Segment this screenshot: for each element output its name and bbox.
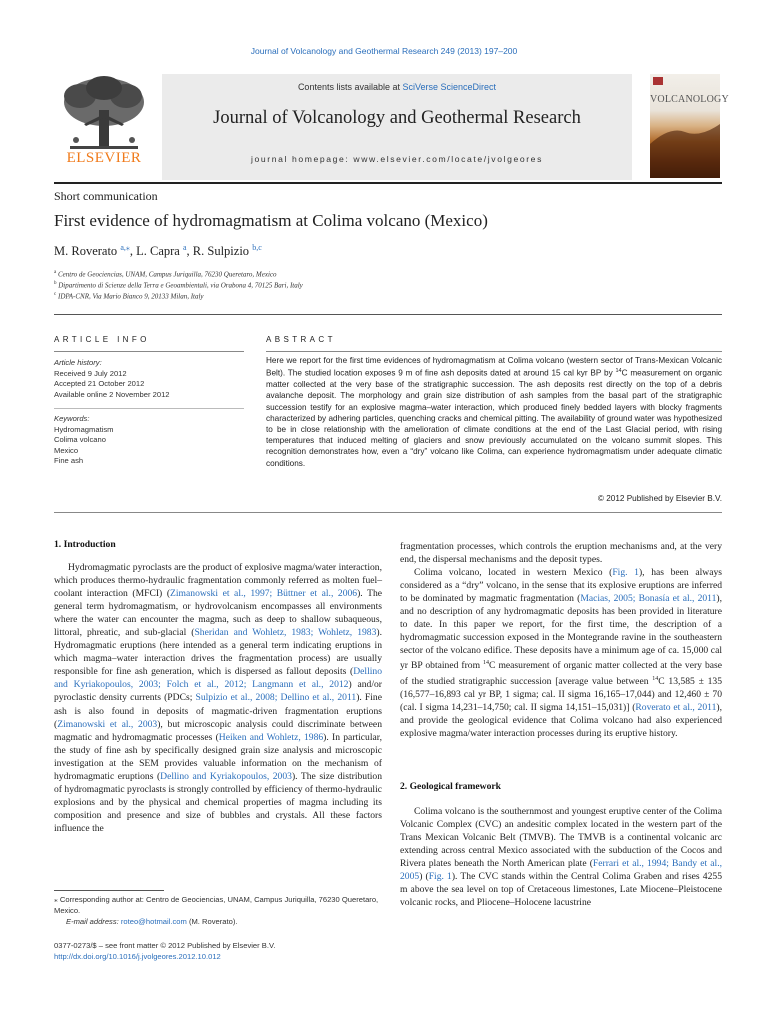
elsevier-wordmark: ELSEVIER [66,150,142,166]
text-run: ) ( [419,871,429,883]
email-owner: (M. Roverato). [186,917,238,926]
author-name: R. Sulpizio [192,244,250,259]
email-link[interactable]: roteo@hotmail.com [120,917,187,926]
citation-link[interactable]: Sheridan and Wohletz, 1983; Wohletz, 1983 [194,627,377,639]
introduction-text [54,561,382,835]
keyword: Colima volcano [54,435,106,444]
keywords-rule [54,408,244,409]
citation-link[interactable]: Ferrari et al., 1994; Bandy et al., 2005 [400,858,722,883]
article-type: Short communication [54,189,158,203]
footnote-rule [54,890,164,891]
author-affiliation-link[interactable]: a [182,243,187,252]
citation-link[interactable]: Dellino and Kyriakopoulos, 2003; Folch et al., 2012; Langmann et al., 2012 [54,666,382,691]
text-run: Hydromagmatic pyroclasts are the product of explosive magma/water interaction, which produces thermo-hydraulic fragmentation commonly referred as molten fuel–coolant interaction (MFCI) ( [54,562,382,600]
history-received: Received 9 July 2012 [54,368,127,378]
journal-homepage-link[interactable]: journal homepage: www.elsevier.com/locate/jvolgeores [251,154,543,164]
contents-prefix: Contents lists available at [297,82,403,92]
keyword: Fine ash [54,456,84,465]
abstract-part: C measurement on organic matter collected at the very base of the stratigraphic succession. The ash deposits rest directly on the top of a debris avalanche deposit. The morphology and grain size distribution of ash samples from the basal part of the stratigraphic succession testify for an explosive magma–water interaction, which produced finely bedded layers with blocky fragments characterized by adhering particles, quenching cracks and chemical pitting. The availability of ground water was hypothesized to be in close relationship with the amelioration of climate conditions at the end of the Last Glacial period, with rising temperatures that induced melting of glaciers and snow previously accumulated on the volcano summit slopes. This recognition demonstrates how, even a “dry” volcano like Colima, can experience hydromagmatism under adequate climatic conditions. [266,368,722,468]
author-affiliation-link[interactable]: a,⁎ [120,243,130,252]
section-heading: 2. Geological framework [400,781,501,792]
text-run: Colima volcano, located in western Mexico ( [414,567,613,579]
right-column-text [400,540,722,740]
abstract-bottom-rule [54,512,722,513]
issn-block [54,940,414,962]
abstract-part: Here we report for the first time evidences of hydromagmatism at Colima volcano (western sector of Trans-Mexican Volcanic Belt). The studied location exposes 9 m of fine ash deposits dated at around 15 cal kyr BP by [266,356,722,378]
author-name: L. Capra [136,244,180,259]
doi-link[interactable]: http://dx.doi.org/10.1016/j.jvolgeores.2012.10.012 [54,952,221,961]
geological-framework-text [400,805,722,909]
article-info-rule [54,351,244,352]
text-run: ). Hydromagmatic eruptions (here intended as a general term indicating eruptions in which magma–water interaction drives the fragmentation process) are usually responsible for fine ash generation, which is dispersed as fallout deposits ( [54,627,382,678]
history-accepted: Accepted 21 October 2012 [54,379,145,388]
section-rule [54,314,722,315]
affiliation [54,292,204,300]
author-name: M. Roverato [54,244,118,259]
text-run: fragmentation processes, which controls the eruption mechanisms and, at the very end, the dispersal mechanisms and the deposit types. [400,541,722,566]
text-run: ), but microscopic analysis could discriminate between magmatic and hydromagmatic processes ( [54,718,382,743]
text-run: C 13,585 ± 135 (16,577–16,893 cal yr BP, 1 sigma; cal. II sigma 16,165–17,044) and 12,460 ± 70 (cal. I sigma 14,231–14,750; cal. II sigma 14,151–15,031)] ( [400,675,722,713]
isotope-superscript: 14 [615,368,622,375]
text-run: ) and/or pyroclastic density currents (PDCs; [54,679,382,704]
abstract-text [266,355,722,469]
citation-link[interactable]: Zimanowski et al., 2003 [57,718,158,730]
author-affiliation-link[interactable]: b,c [252,243,262,252]
article-title: First evidence of hydromagmatism at Colima volcano (Mexico) [54,211,488,230]
affiliation-mark: a [54,270,57,275]
citation-link[interactable]: Zimanowski et al., 1997; Büttner et al., 2006 [170,588,358,600]
affiliation [54,281,303,289]
figure-link[interactable]: Fig. 1 [428,871,452,883]
citation-link[interactable]: Heiken and Wohletz, 1986 [218,731,324,743]
contents-line [162,82,632,92]
text-run: ). The general term hydromagmatism, or hydrovolcanism encompasses all environments where the water can encounter the magma, such as deep to shallow subaqueous, littoral, phreatic, and sub-glacial ( [54,588,383,639]
abstract-heading: ABSTRACT [266,335,336,344]
journal-title: Journal of Volcanology and Geothermal Research [213,108,581,128]
article-info-heading: ARTICLE INFO [54,335,150,344]
text-run: ). In particular, the study of fine ash by specifically designed grain size analysis and microscopic investigation at the SEM provides valuable information on the mechanism of hydromagmatic eruptions ( [54,731,382,782]
isotope-superscript: 14 [652,675,659,682]
affiliation-text: IDPA-CNR, Via Mario Bianco 9, 20133 Milan, Italy [57,292,204,301]
text-run: ). The CVC stands within the Central Colima Graben and rises 4255 m above the sea level on top of Cretaceous limestones, Late Miocene–Pleistocene volcanic rocks, and Pliocene–Holocene lacustrine [400,871,722,909]
issn-line: 0377-0273/$ – see front matter © 2012 Published by Elsevier B.V. [54,941,276,950]
keywords-label: Keywords: [54,414,90,423]
header-rule [54,182,722,184]
citation-link[interactable]: Sulpizio et al., 2008; Dellino et al., 2011 [195,692,357,704]
keyword: Mexico [54,445,79,455]
author-list: M. Roverato $^{a,⁎}$, L. Capra $^a$, R. Sulpizio $^{b,c}$ [54,243,262,259]
keyword: Hydromagmatism [54,424,114,434]
abstract-rule [266,351,722,352]
affiliation-mark: c [54,292,57,297]
footnote-text: ⁎ Corresponding author at: Centro de Geociencias, UNAM, Campus Juriquilla, 76230 Queretaro, Mexico. [54,895,379,915]
history-label: Article history: [54,358,102,367]
figure-link[interactable]: Fig. 1 [612,567,639,579]
affiliation-text: Dipartimento di Scienze della Terra e Geoambientali, via Orabona 4, 70125 Bari, Italy [58,281,303,290]
affiliation [54,270,277,278]
history-online: Available online 2 November 2012 [54,389,170,399]
sciencedirect-link[interactable]: SciVerse ScienceDirect [402,82,497,92]
journal-cover-image [650,74,729,178]
citation-link[interactable]: Dellino and Kyriakopoulos, 2003 [160,770,292,782]
text-run: ), and no description of any hydromagmatic deposits has been provided in literature to date. In this paper we report, for the first time, the description of a hydromagmatic succession exposed in the Montegrande ravine in the southeastern sector of the volcano edifice. These deposits have a minimum age of ca. 15,000 cal yr BP obtained from [400,593,722,672]
affiliation-mark: b [54,281,57,286]
text-run: ). The size distribution of hydromagmatic pyroclasts is strongly controlled by efficiency of thermo-hydraulic explosions and by the physical and chemical properties of magma including its composition and presence and size of bubbles and crystals. All these factors influence the [54,770,383,834]
text-run: ). Fine ash is also found in deposits of magmatic-driven fragmentation eruptions ( [54,692,382,730]
text-run: Colima volcano is the southernmost and youngest eruptive center of the Colima Volcanic Complex (CVC) an andesitic complex located in the western part of the Trans Mexican Volcanic Belt (TMVB). The TMVB is a continental volcanic arc extending across central Mexico associated with the subduction of the Cocos and Rivera plates beneath the North American plate ( [400,806,722,870]
keywords [54,414,244,467]
citation-link[interactable]: Roverato et al., 2011 [635,701,717,713]
cover-title-text: VOLCANOLOGY [650,94,729,105]
email-label: E-mail address: [66,917,121,926]
journal-reference[interactable]: Journal of Volcanology and Geothermal Research 249 (2013) 197–200 [250,46,518,56]
article-history [54,358,244,400]
isotope-superscript: 14 [483,660,490,667]
text-run: ), has been always considered as a “dry” volcano, in the sense that its explosive eruptions are inferred to be dominated by magmatic fragmentation ( [400,567,723,605]
text-run: ), and provide the geological evidence that Colima volcano had also experienced explosive magma/water interaction processes during its eruptive history. [400,701,722,740]
section-heading: 1. Introduction [54,539,116,550]
text-run: C measurement of organic matter collected at the very base of the studied stratigraphic succession [average value between [400,660,722,687]
corresponding-author-footnote [54,894,382,927]
citation-link[interactable]: Macias, 2005; Bonasía et al., 2011 [580,593,717,605]
copyright-notice: © 2012 Published by Elsevier B.V. [597,494,722,503]
affiliation-text: Centro de Geociencias, UNAM, Campus Juriquilla, 76230 Queretaro, Mexico [57,270,277,279]
